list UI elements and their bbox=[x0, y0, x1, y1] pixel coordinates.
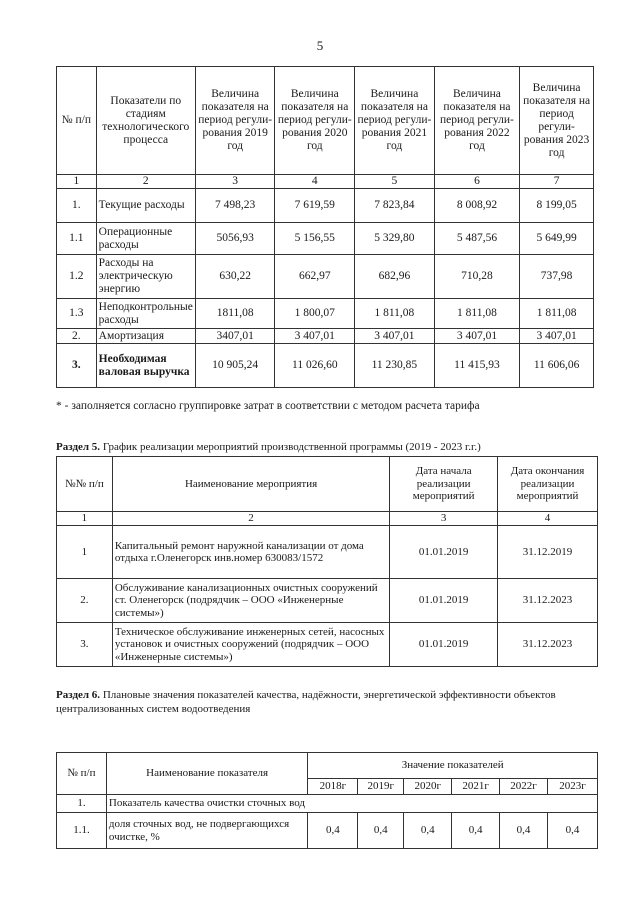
cost-indicators-table bbox=[56, 66, 594, 388]
value-cell: 0,4 bbox=[404, 813, 452, 849]
column-header: Дата окончания реализации мероприятий bbox=[498, 457, 598, 512]
column-header: Значение показателей bbox=[308, 753, 598, 779]
value-cell: 0,4 bbox=[358, 813, 404, 849]
index-cell: 2 bbox=[96, 175, 195, 189]
row-number: 2. bbox=[57, 579, 113, 623]
indicator-name: доля сточных вод, не подвергающихся очистке, % bbox=[106, 813, 308, 849]
page-number: 5 bbox=[316, 38, 324, 53]
table-row bbox=[57, 813, 598, 849]
start-date: 01.01.2019 bbox=[390, 579, 498, 623]
column-header: № п/п bbox=[57, 753, 107, 795]
row-number: 1 bbox=[57, 526, 113, 579]
value-cell: 7 498,23 bbox=[195, 189, 275, 223]
row-number: 1.1. bbox=[57, 813, 107, 849]
row-number: 2. bbox=[57, 329, 97, 344]
value-cell: 682,96 bbox=[355, 255, 435, 299]
year-header: 2022г bbox=[500, 779, 548, 795]
column-header: Дата начала реализации мероприятий bbox=[390, 457, 498, 512]
row-number: 3. bbox=[57, 623, 113, 667]
year-header: 2019г bbox=[358, 779, 404, 795]
schedule-table bbox=[56, 456, 598, 667]
value-cell: 662,97 bbox=[275, 255, 355, 299]
table-row bbox=[57, 189, 594, 223]
index-cell: 4 bbox=[498, 512, 598, 526]
section6-title: Раздел 6. Плановые значения показателей качества, надёжности, энергетической эффективности объектов централизованных систем водоотведения bbox=[56, 689, 556, 715]
quality-indicators-table bbox=[56, 752, 598, 849]
column-header: Величина показателя на период регули-рования 2023 год bbox=[520, 67, 594, 175]
year-header: 2023г bbox=[548, 779, 598, 795]
index-cell: 4 bbox=[275, 175, 355, 189]
value-cell: 11 230,85 bbox=[355, 344, 435, 388]
index-cell: 3 bbox=[195, 175, 275, 189]
row-number: 1.3 bbox=[57, 299, 97, 329]
value-cell: 11 606,06 bbox=[520, 344, 594, 388]
table-row bbox=[57, 623, 598, 667]
row-name: Текущие расходы bbox=[96, 189, 195, 223]
value-cell: 630,22 bbox=[195, 255, 275, 299]
value-cell: 1 800,07 bbox=[275, 299, 355, 329]
end-date: 31.12.2023 bbox=[498, 623, 598, 667]
column-header: Величина показателя на период регули-рования 2019 год bbox=[195, 67, 275, 175]
value-cell: 5056,93 bbox=[195, 223, 275, 255]
index-cell: 1 bbox=[57, 175, 97, 189]
value-cell: 5 487,56 bbox=[434, 223, 520, 255]
activity-name: Техническое обслуживание инженерных сетей, насосных установок и очистных сооружений (подрядчик – ООО «Инженерные системы») bbox=[112, 623, 389, 667]
value-cell: 3 407,01 bbox=[520, 329, 594, 344]
value-cell: 1 811,08 bbox=[520, 299, 594, 329]
index-cell: 3 bbox=[390, 512, 498, 526]
row-name: Расходы на электрическую энергию bbox=[96, 255, 195, 299]
index-row bbox=[57, 512, 598, 526]
footnote: * - заполняется согласно группировке затрат в соответствии с методом расчета тарифа bbox=[56, 400, 480, 412]
column-header: №№ п/п bbox=[57, 457, 113, 512]
row-number: 1.1 bbox=[57, 223, 97, 255]
value-cell: 3 407,01 bbox=[434, 329, 520, 344]
section5-title: Раздел 5. График реализации мероприятий производственной программы (2019 - 2023 г.г.) bbox=[56, 441, 481, 453]
row-number: 1. bbox=[57, 795, 107, 813]
value-cell: 7 823,84 bbox=[355, 189, 435, 223]
value-cell: 1 811,08 bbox=[355, 299, 435, 329]
table-header-row bbox=[57, 457, 598, 512]
start-date: 01.01.2019 bbox=[390, 526, 498, 579]
year-header: 2018г bbox=[308, 779, 358, 795]
value-cell: 5 329,80 bbox=[355, 223, 435, 255]
index-cell: 2 bbox=[112, 512, 389, 526]
value-cell: 11 026,60 bbox=[275, 344, 355, 388]
column-header: Величина показателя на период регули-рования 2020 год bbox=[275, 67, 355, 175]
value-cell: 1 811,08 bbox=[434, 299, 520, 329]
row-number: 1.2 bbox=[57, 255, 97, 299]
table-header-row bbox=[57, 753, 598, 779]
value-cell: 3407,01 bbox=[195, 329, 275, 344]
table-row bbox=[57, 329, 594, 344]
row-number: 3. bbox=[57, 344, 97, 388]
table-row bbox=[57, 255, 594, 299]
value-cell: 8 008,92 bbox=[434, 189, 520, 223]
activity-name: Капитальный ремонт наружной канализации от дома отдыха г.Оленегорск инв.номер 630083/1572 bbox=[112, 526, 389, 579]
value-cell: 5 156,55 bbox=[275, 223, 355, 255]
row-name: Операционные расходы bbox=[96, 223, 195, 255]
table-row bbox=[57, 526, 598, 579]
index-cell: 5 bbox=[355, 175, 435, 189]
index-cell: 1 bbox=[57, 512, 113, 526]
year-header: 2021г bbox=[452, 779, 500, 795]
value-cell: 710,28 bbox=[434, 255, 520, 299]
table-header-row bbox=[57, 67, 594, 175]
column-header: Показатели по стадиям технологического процесса bbox=[96, 67, 195, 175]
end-date: 31.12.2019 bbox=[498, 526, 598, 579]
table-row bbox=[57, 223, 594, 255]
row-name: Амортизация bbox=[96, 329, 195, 344]
end-date: 31.12.2023 bbox=[498, 579, 598, 623]
value-cell: 0,4 bbox=[548, 813, 598, 849]
column-header: № п/п bbox=[57, 67, 97, 175]
column-header: Наименование показателя bbox=[106, 753, 308, 795]
year-header: 2020г bbox=[404, 779, 452, 795]
index-cell: 6 bbox=[434, 175, 520, 189]
index-cell: 7 bbox=[520, 175, 594, 189]
value-cell: 10 905,24 bbox=[195, 344, 275, 388]
table-row bbox=[57, 579, 598, 623]
value-cell: 0,4 bbox=[500, 813, 548, 849]
value-cell: 737,98 bbox=[520, 255, 594, 299]
value-cell: 7 619,59 bbox=[275, 189, 355, 223]
column-header: Наименование мероприятия bbox=[112, 457, 389, 512]
activity-name: Обслуживание канализационных очистных сооружений ст. Оленегорск (подрядчик – ООО «Инженерные системы») bbox=[112, 579, 389, 623]
value-cell: 3 407,01 bbox=[275, 329, 355, 344]
value-cell: 3 407,01 bbox=[355, 329, 435, 344]
value-cell: 8 199,05 bbox=[520, 189, 594, 223]
start-date: 01.01.2019 bbox=[390, 623, 498, 667]
column-header: Величина показателя на период регули-рования 2021 год bbox=[355, 67, 435, 175]
value-cell: 0,4 bbox=[452, 813, 500, 849]
value-cell: 11 415,93 bbox=[434, 344, 520, 388]
index-row bbox=[57, 175, 594, 189]
column-header: Величина показателя на период регули-рования 2022 год bbox=[434, 67, 520, 175]
group-name: Показатель качества очистки сточных вод bbox=[106, 795, 597, 813]
row-name: Необходимая валовая выручка bbox=[96, 344, 195, 388]
table-row bbox=[57, 299, 594, 329]
row-number: 1. bbox=[57, 189, 97, 223]
table-row-total bbox=[57, 344, 594, 388]
value-cell: 1811,08 bbox=[195, 299, 275, 329]
group-row bbox=[57, 795, 598, 813]
value-cell: 5 649,99 bbox=[520, 223, 594, 255]
row-name: Неподконтрольные расходы bbox=[96, 299, 195, 329]
value-cell: 0,4 bbox=[308, 813, 358, 849]
